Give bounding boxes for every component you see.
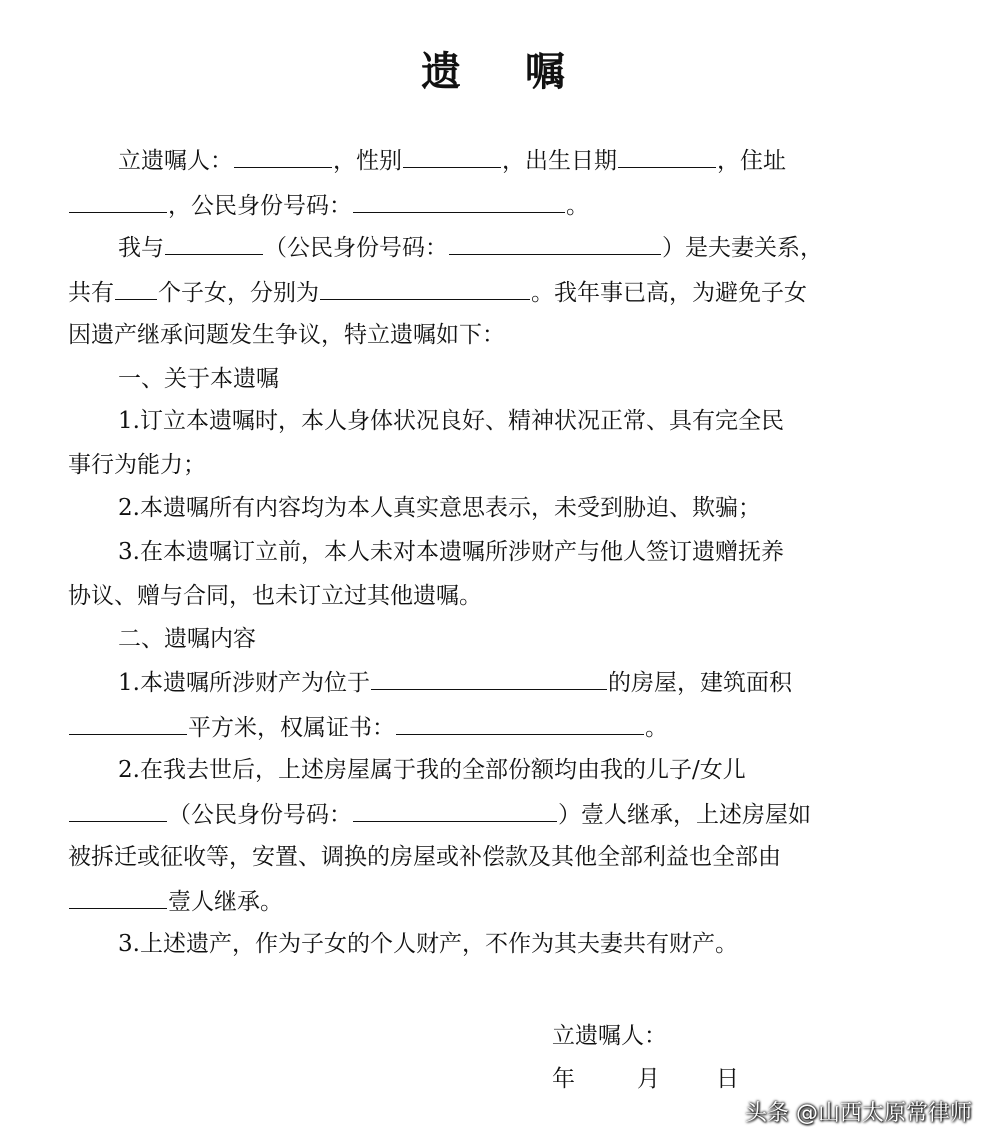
testator-info-line-2: ，公民身份号码： 。 — [68, 190, 589, 221]
section-1-item-1b: 事行为能力； — [68, 452, 206, 478]
spouse-line: 我与 （公民身份号码： ）是夫妻关系， — [118, 232, 823, 263]
blank-heir-id[interactable] — [353, 799, 557, 822]
section-2-item-2d: 壹人继承。 — [68, 886, 283, 917]
blank-title-certificate[interactable] — [396, 712, 644, 735]
testator-info-line-1: 立遗嘱人： ，性别 ，出生日期 ，住址 — [118, 145, 786, 176]
document-title: 遗 嘱 — [421, 49, 571, 95]
section-1-item-3a: 3.在本遗嘱订立前，本人未对本遗嘱所涉财产与他人签订遗赠抚养 — [118, 539, 784, 565]
blank-children-names[interactable] — [320, 277, 530, 300]
blank-gender[interactable] — [403, 145, 501, 168]
date-year: 年 — [552, 1066, 575, 1092]
blank-testator-name[interactable] — [234, 145, 332, 168]
signature-label: 立遗嘱人： — [552, 1023, 667, 1049]
blank-spouse-id[interactable] — [449, 232, 661, 255]
section-2-item-1a: 1.本遗嘱所涉财产为位于 的房屋，建筑面积 — [118, 667, 792, 698]
section-2-item-2b: （公民身份号码： ）壹人继承，上述房屋如 — [68, 799, 811, 830]
blank-property-location[interactable] — [371, 667, 607, 690]
children-line: 共有 个子女，分别为 。我年事已高，为避免子女 — [68, 277, 807, 308]
blank-address[interactable] — [69, 190, 167, 213]
section-1-item-1a: 1.订立本遗嘱时，本人身体状况良好、精神状况正常、具有完全民 — [118, 408, 784, 434]
signature-date — [552, 1060, 739, 1093]
section-1-heading: 一、关于本遗嘱 — [118, 366, 279, 392]
blank-spouse-name[interactable] — [165, 232, 263, 255]
watermark: 头条 @山西太原常律师 — [745, 1101, 972, 1126]
blank-heir-name-2[interactable] — [69, 886, 167, 909]
blank-heir-name[interactable] — [69, 799, 167, 822]
section-1-item-3b: 协议、赠与合同，也未订立过其他遗嘱。 — [68, 583, 482, 609]
blank-birth-date[interactable] — [618, 145, 716, 168]
section-2-item-2a: 2.在我去世后，上述房屋属于我的全部份额均由我的儿子/女儿 — [118, 757, 746, 783]
date-month: 月 — [637, 1066, 660, 1092]
section-2-heading: 二、遗嘱内容 — [118, 626, 256, 652]
date-day: 日 — [716, 1066, 739, 1092]
preamble-line: 因遗产继承问题发生争议，特立遗嘱如下： — [68, 322, 505, 348]
section-2-item-3: 3.上述遗产，作为子女的个人财产，不作为其夫妻共有财产。 — [118, 931, 738, 957]
blank-id-number[interactable] — [353, 190, 565, 213]
blank-floor-area[interactable] — [69, 712, 187, 735]
section-2-item-1b: 平方米，权属证书： 。 — [68, 712, 668, 743]
section-2-item-2c: 被拆迁或征收等，安置、调换的房屋或补偿款及其他全部利益也全部由 — [68, 844, 781, 870]
section-1-item-2: 2.本遗嘱所有内容均为本人真实意思表示，未受到胁迫、欺骗； — [118, 495, 761, 521]
blank-children-count[interactable] — [115, 277, 157, 300]
